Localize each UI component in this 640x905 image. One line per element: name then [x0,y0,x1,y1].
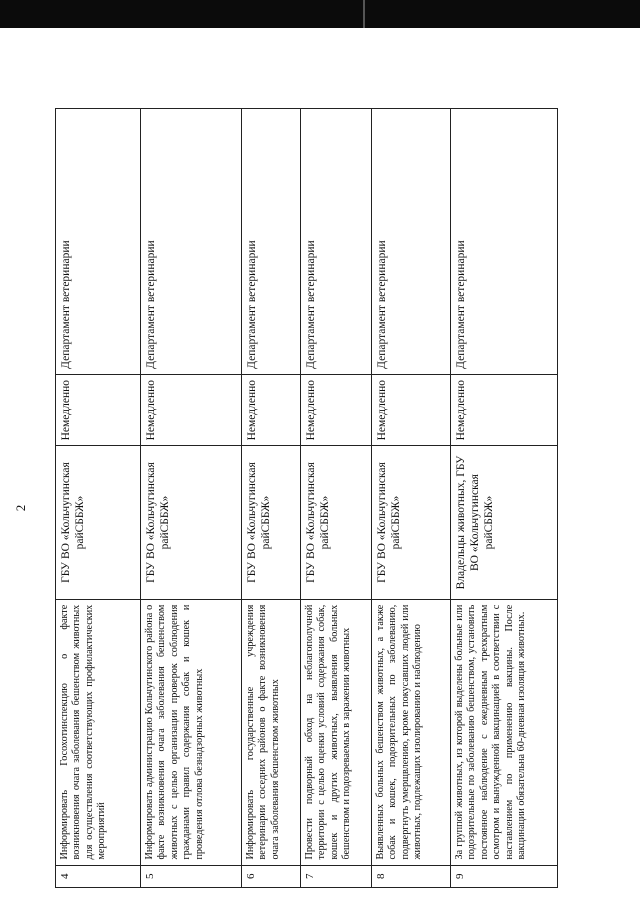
executor-cell: ГБУ ВО «Кольчугинская райСББЖ» [242,446,301,599]
term-cell: Немедленно [372,374,451,446]
row-number: 7 [301,865,372,887]
responsible-cell: Департамент ветеринарии [141,109,242,375]
table-row [372,109,451,888]
scan-mark [363,0,365,28]
term-cell: Немедленно [141,374,242,446]
task-cell: Информировать государственные учреждения ветеринарии соседних районов о факте возникновения очага заболевания бешенством животных [242,599,301,865]
table-row [242,109,301,888]
rotated-content [13,68,595,888]
executor-cell: ГБУ ВО «Кольчугинская райСББЖ» [141,446,242,599]
row-number: 5 [141,865,242,887]
document-page [0,28,640,905]
scan-top-border [0,0,640,28]
executor-cell: ГБУ ВО «Кольчугинская райСББЖ» [301,446,372,599]
row-number: 4 [56,865,141,887]
term-cell: Немедленно [56,374,141,446]
row-number: 6 [242,865,301,887]
executor-cell: Владельцы животных, ГБУ ВО «Кольчугинская райСББЖ» [451,446,558,599]
row-number: 8 [372,865,451,887]
responsible-cell: Департамент ветеринарии [242,109,301,375]
row-number: 9 [451,865,558,887]
responsible-cell: Департамент ветеринарии [451,109,558,375]
task-cell: Информировать администрацию Кольчугинского района о факте возникновения очага заболевания бешенством животных с целью организации проверок соблюдения гражданами правил содержания собак и кошек и проведения отлова безнадзорных животных [141,599,242,865]
task-cell: За группой животных, из которой выделены больные или подозрительные по заболеванию бешенством, установить постоянное наблюдение с ежедневным трехкратным осмотром и вынужденной вакцинацией в соответствии с наставлением по применению вакцины. После вакцинации обязательна 60-дневная изоляция животных. [451,599,558,865]
executor-cell: ГБУ ВО «Кольчугинская райСББЖ» [372,446,451,599]
table-row [141,109,242,888]
term-cell: Немедленно [301,374,372,446]
task-cell: Информировать Госохотинспекцию о факте возникновения очага заболевания бешенством животных для осуществления соответствующих профилактических мероприятий [56,599,141,865]
table-row [301,109,372,888]
measures-table [55,108,558,888]
responsible-cell: Департамент ветеринарии [301,109,372,375]
executor-cell: ГБУ ВО «Кольчугинская райСББЖ» [56,446,141,599]
responsible-cell: Департамент ветеринарии [56,109,141,375]
table-row [451,109,558,888]
task-cell: Выявленных больных бешенством животных, а также собак и кошек, подозрительных по заболеванию, подвергнуть умерщвлению, кроме покусавших людей или животных, подлежащих изолированию и наблюдению [372,599,451,865]
responsible-cell: Департамент ветеринарии [372,109,451,375]
table-row [56,109,141,888]
term-cell: Немедленно [242,374,301,446]
task-cell: Провести подворный обход на неблагополучной территории с целью оценки условий содержания собак, кошек и других животных, выявления больных бешенством и подозреваемых в заражении животных [301,599,372,865]
term-cell: Немедленно [451,374,558,446]
page-number: 2 [13,504,28,512]
